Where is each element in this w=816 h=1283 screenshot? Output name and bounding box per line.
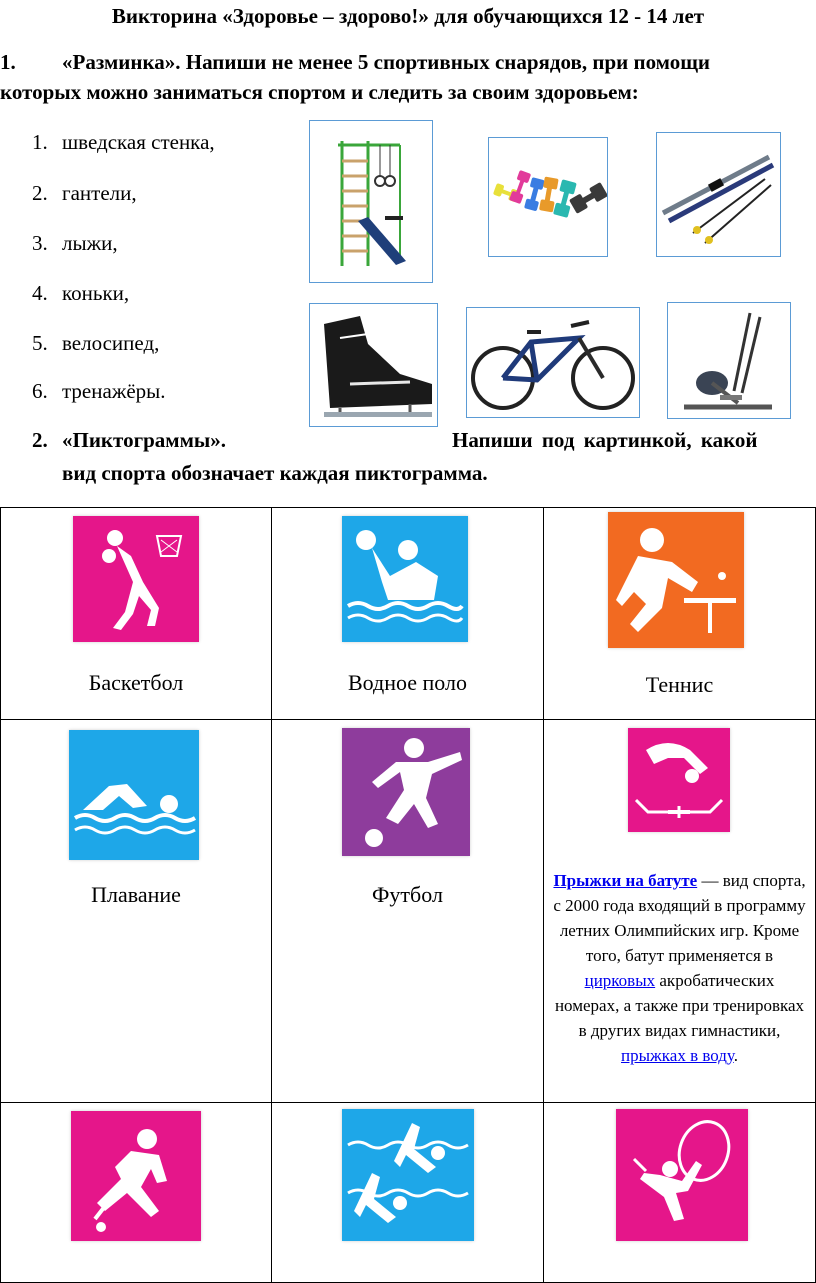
skates-image bbox=[309, 303, 438, 427]
list-item: 2. гантели, bbox=[32, 181, 137, 205]
page-title: Викторина «Здоровье – здорово!» для обучающихся 12 - 14 лет bbox=[111, 4, 705, 28]
elliptical-trainer-image bbox=[667, 302, 791, 419]
section-2-heading: «Пиктограммы». bbox=[62, 428, 227, 452]
pictogram-table bbox=[0, 507, 816, 1283]
table-cell bbox=[272, 720, 544, 1103]
section-2-instruction: Напиши под картинкой, какой bbox=[452, 428, 758, 452]
swimming-icon bbox=[69, 730, 199, 860]
table-cell bbox=[544, 1103, 816, 1283]
list-item: 5. велосипед, bbox=[32, 331, 160, 355]
football-icon bbox=[342, 728, 470, 856]
section-1-number: 1. bbox=[0, 50, 16, 74]
skis-image bbox=[656, 132, 781, 257]
section-1-heading: «Разминка». Напиши не менее 5 спортивных снарядов, при помощи bbox=[62, 50, 711, 74]
synchronized-swimming-icon bbox=[342, 1109, 474, 1241]
circus-link[interactable]: цирковых bbox=[584, 971, 656, 990]
table-tennis-icon bbox=[608, 512, 744, 648]
wall-bars-image bbox=[309, 120, 433, 283]
dumbbells-image bbox=[488, 137, 608, 257]
answer-label: Водное поло bbox=[347, 670, 467, 695]
table-cell bbox=[272, 508, 544, 720]
table-cell bbox=[1, 720, 272, 1103]
table-cell bbox=[544, 508, 816, 720]
section-1-heading-line2: которых можно заниматься спортом и следить за своим здоровьем: bbox=[0, 80, 639, 104]
table-cell bbox=[1, 508, 272, 720]
diving-link[interactable]: прыжках в воду bbox=[621, 1046, 734, 1065]
answer-label: Футбол bbox=[372, 882, 443, 907]
list-item: 6. тренажёры. bbox=[32, 379, 166, 403]
trampoline-info: Прыжки на батуте — вид спорта, с 2000 года входящий в программу летних Олимпийских игр. Кроме того, батут применяется в цирковых акробатических номерах, а также при тренировках в других видах гимнастики, прыжках в воду. bbox=[553, 871, 806, 1065]
basketball-icon bbox=[73, 516, 199, 642]
section-2-number: 2. bbox=[32, 428, 48, 452]
list-item: 4. коньки, bbox=[32, 281, 130, 305]
trampoline-icon bbox=[628, 728, 730, 832]
field-hockey-icon bbox=[71, 1111, 201, 1241]
answer-label: Плавание bbox=[91, 882, 181, 907]
table-cell bbox=[1, 1103, 272, 1283]
bicycle-image bbox=[466, 307, 640, 418]
rhythmic-gymnastics-icon bbox=[616, 1109, 748, 1241]
answer-label: Теннис bbox=[645, 672, 714, 697]
section-2-instruction-line2: вид спорта обозначает каждая пиктограмма. bbox=[62, 461, 488, 485]
list-item: 1. шведская стенка, bbox=[32, 130, 215, 154]
table-cell bbox=[544, 720, 816, 1103]
water-polo-icon bbox=[342, 516, 468, 642]
table-cell bbox=[272, 1103, 544, 1283]
trampoline-link[interactable]: Прыжки на батуте bbox=[553, 871, 698, 890]
answer-label: Баскетбол bbox=[88, 670, 184, 695]
list-item: 3. лыжи, bbox=[32, 231, 118, 255]
